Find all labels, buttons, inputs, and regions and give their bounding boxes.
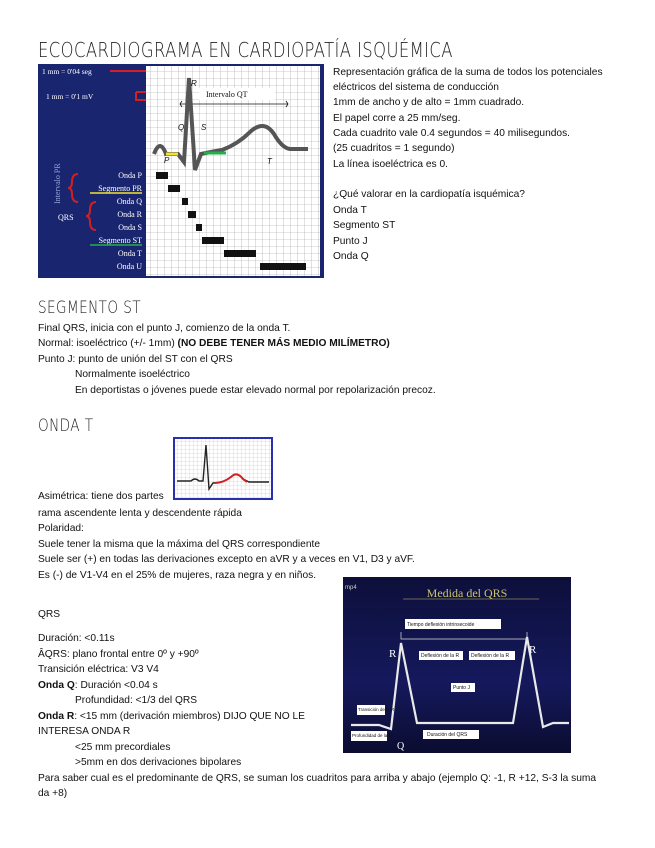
wave-letter-p: P (164, 156, 170, 165)
t-line: Polaridad: (38, 523, 84, 534)
st-line: Normalmente isoeléctrico (75, 369, 190, 380)
row-label-onda-q: Onda Q (116, 197, 142, 206)
wave-letter-t: T (267, 157, 272, 166)
st-line: Punto J: punto de unión del ST con el QRS (38, 354, 233, 365)
intro-line: Cada cuadrito vale 0.4 segundos = 40 milisegundos. (333, 128, 571, 139)
ecg-waves-svg (38, 64, 324, 278)
wave-letter-q: Q (178, 123, 185, 132)
qrs-line: Transición eléctrica: V3 V4 (38, 664, 159, 675)
intro-item: Onda Q (333, 251, 369, 262)
interval-pr-label: Intervalo PR (53, 163, 62, 204)
qrs-line: INTERESA ONDA R (38, 726, 131, 737)
slide-corner-text: mp4 (345, 585, 357, 591)
box-punto-j: Punto J (453, 685, 470, 691)
intro-question: ¿Qué valorar en la cardiopatía isquémica? (333, 189, 525, 200)
ecg-waves-figure (38, 64, 324, 278)
interval-qt-label: Intervalo QT (206, 90, 248, 99)
intro-item: Onda T (333, 205, 367, 216)
intro-line: El papel corre a 25 mm/seg. (333, 113, 461, 124)
qrs-measure-svg (343, 577, 571, 753)
box-deflexion-r-right: Deflexión de la R (471, 653, 510, 659)
onda-r-desc: : <15 mm (derivación miembros) DIJO QUE NO LE (74, 711, 305, 722)
row-label-onda-t: Onda T (117, 249, 142, 258)
box-deflexion-r-left: Deflexión de la R (421, 653, 460, 659)
row-label-onda-r: Onda R (117, 210, 142, 219)
row-label-onda-u: Onda U (116, 262, 142, 271)
intro-line: 1mm de ancho y de alto = 1mm cuadrado. (333, 97, 525, 108)
st-normal-text: Normal: isoeléctrico (+/- 1mm) (38, 338, 178, 349)
intro-line: (25 cuadritos = 1 segundo) (333, 143, 455, 154)
qrs-label: QRS (58, 213, 74, 222)
t-line: rama ascendente lenta y descendente rápida (38, 508, 242, 519)
st-normal-line (38, 336, 390, 352)
section-heading-t: ONDA T (38, 416, 94, 436)
row-label-segmento-st: Segmento ST (98, 236, 142, 245)
intro-line: La línea isoeléctrica es 0. (333, 159, 448, 170)
qrs-line: Duración: <0.11s (38, 633, 115, 644)
qrs-line: Profundidad: <1/3 del QRS (75, 695, 198, 706)
qrs-line: <25 mm precordiales (75, 742, 171, 753)
qrs-line: da +8) (38, 788, 68, 799)
intro-item: Punto J (333, 236, 368, 247)
scale-time-label: 1 mm = 0'04 seg (42, 67, 92, 76)
st-normal-warning: (NO DEBE TENER MÁS MEDIO MILÍMETRO) (177, 338, 390, 349)
qrs-onda-q-line (38, 678, 158, 694)
t-wave-figure (173, 437, 273, 500)
wave-letter-s: S (201, 123, 207, 132)
row-label-onda-s: Onda S (118, 223, 142, 232)
t-wave-svg (173, 437, 273, 500)
qrs-heading: QRS (38, 609, 61, 620)
t-line: Asimétrica: tiene dos partes (38, 491, 164, 502)
wave-letter-r: R (191, 79, 197, 88)
qrs-line: Para saber cual es el predominante de QRS, se suman los cuadritos para arriba y abajo (ejemplo Q: -1, R +12, S-3 la suma (38, 773, 597, 784)
page-title: ECOCARDIOGRAMA EN CARDIOPATÍA ISQUÉMICA (38, 38, 453, 62)
t-line: Suele tener la misma que la máxima del QRS correspondiente (38, 539, 320, 550)
intro-line: Representación gráfica de la suma de todos los potenciales (333, 67, 603, 78)
onda-r-term: Onda R (38, 711, 75, 722)
intro-item: Segmento ST (333, 220, 396, 231)
slide-title: Medida del QRS (426, 586, 508, 600)
intro-line: eléctricos del sistema de conducción (333, 82, 499, 93)
onda-q-term: Onda Q (38, 680, 75, 691)
row-label-onda-p: Onda P (118, 171, 142, 180)
section-heading-st: SEGMENTO ST (38, 298, 141, 318)
qrs-onda-r-line (38, 709, 305, 725)
st-line: Final QRS, inicia con el punto J, comienzo de la onda T. (38, 323, 291, 334)
right-r-label: R (529, 644, 537, 656)
scale-volt-label: 1 mm = 0'1 mV (46, 92, 94, 101)
onda-q-desc: : Duración <0.04 s (74, 680, 158, 691)
qrs-measure-figure (343, 577, 571, 753)
t-line: Suele ser (+) en todas las derivaciones excepto en aVR y a veces en V1, D3 y aVF. (38, 554, 415, 565)
box-profundidad: Profundidad de la Q (352, 733, 393, 738)
q-label: Q (397, 741, 405, 752)
box-transicion: Transición de la R (358, 707, 395, 712)
box-duracion: Duración del QRS (427, 732, 468, 738)
row-label-segmento-pr: Segmento PR (98, 184, 142, 193)
t-line: Es (-) de V1-V4 en el 25% de mujeres, raza negra y en niños. (38, 570, 317, 581)
st-line: En deportistas o jóvenes puede estar elevado normal por repolarización precoz. (75, 385, 436, 396)
left-r-label: R (389, 648, 397, 660)
qrs-line: >5mm en dos derivaciones bipolares (75, 757, 242, 768)
box-deflexion-time: Tiempo deflexión intrinsecoide (407, 622, 475, 628)
qrs-line: ÂQRS: plano frontal entre 0º y +90º (38, 649, 199, 660)
